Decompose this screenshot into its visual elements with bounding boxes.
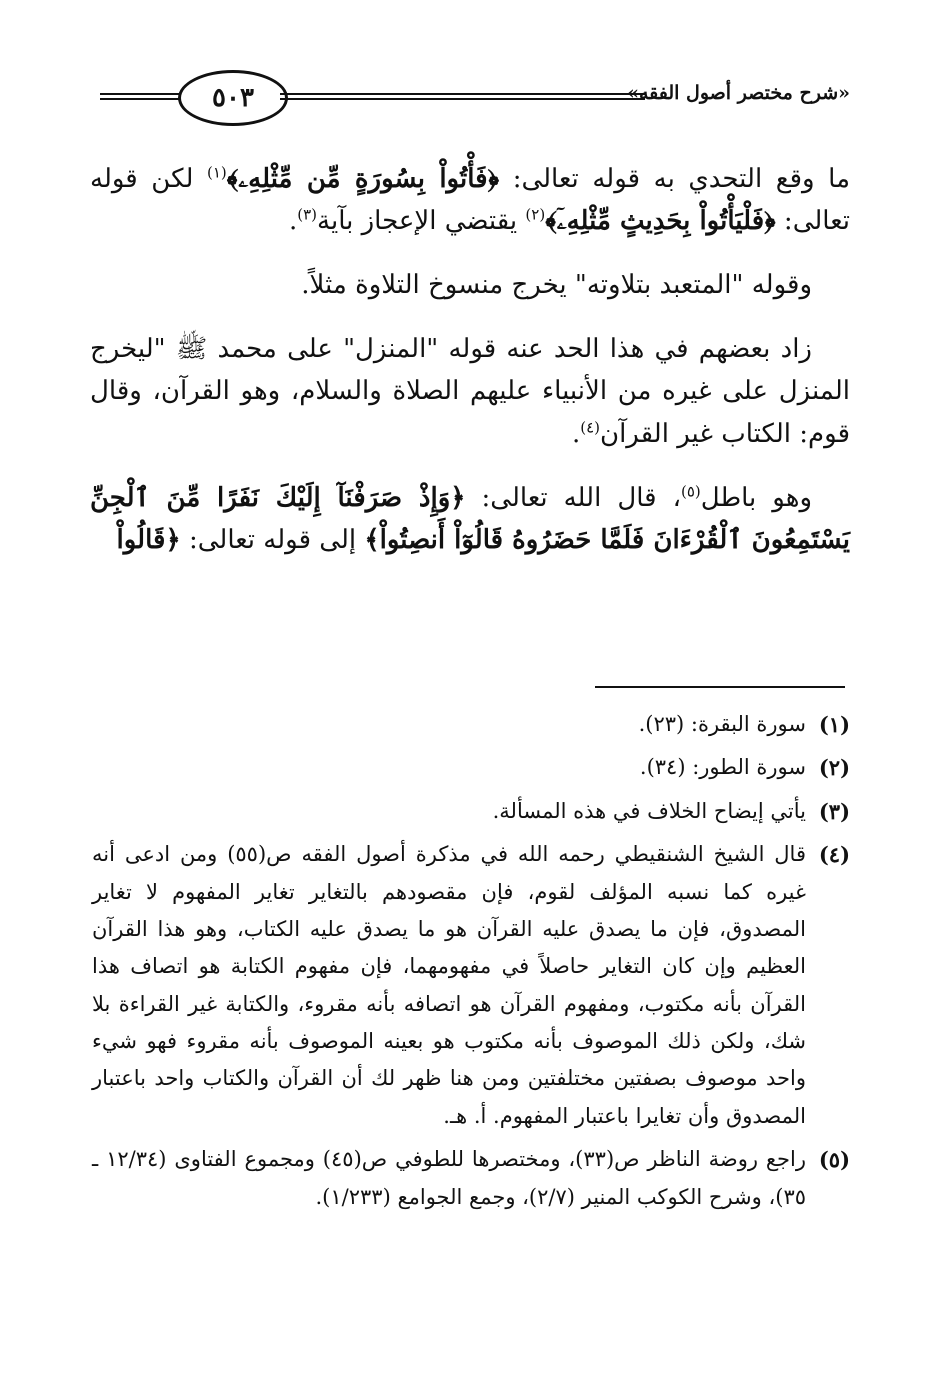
footnote-item — [92, 706, 850, 743]
footnote-separator — [595, 686, 845, 688]
text-run: . — [288, 206, 298, 237]
text-run: ، قال الله تعالى: — [465, 482, 681, 513]
text-run: إلى قوله تعالى: — [180, 524, 365, 555]
header-rule-right — [280, 93, 645, 100]
footnote-number: (١) — [818, 712, 850, 737]
paragraph-4 — [90, 477, 850, 561]
footnote-text: يأتي إيضاح الخلاف في هذه المسألة. — [492, 798, 806, 823]
running-title: «شرح مختصر أصول الفقه» — [627, 82, 850, 104]
quran-verse: ﴿قَالُواْ — [116, 524, 181, 555]
page-header — [100, 68, 850, 128]
footnote-ref: (٣) — [297, 205, 318, 224]
quran-verse: ﴿فَأْتُواْ بِسُورَةٍ مِّن مِّثْلِهِۦ﴾ — [226, 164, 500, 194]
text-run: . — [571, 418, 581, 449]
quran-verse: ﴿وَإِذْ صَرَفْنَآ إِلَيْكَ نَفَرًا مِّنَ ٱلْجِنِّ يَسْتَمِعُونَ ٱلْقُرْءَانَ فَلَمَّا حَضَرُوهُ قَالُوٓاْ أَنصِتُواْ﴾ — [90, 482, 850, 555]
main-text — [90, 158, 850, 583]
text-run: لكن قوله تعالى: — [90, 164, 850, 237]
footnote-ref: (١) — [206, 163, 227, 182]
paragraph-3 — [90, 328, 850, 454]
text-run: زاد بعضهم في هذا الحد عنه قوله "المنزل" على محمد ﷺ "ليخرج المنزل على غيره من الأنبياء عليهم الصلاة والسلام، وهو القرآن، وقال قوم: الكتاب غير القرآن — [90, 334, 850, 449]
footnote-text: سورة الطور: (٣٤). — [639, 755, 806, 780]
footnote-number: (٥) — [818, 1147, 850, 1173]
text-run: ما وقع التحدي به قوله تعالى: — [499, 164, 851, 194]
footnote-item — [92, 836, 850, 1135]
footnotes — [92, 706, 850, 1222]
footnote-number: (٢) — [818, 755, 850, 781]
page-number: ٥٠٣ — [178, 70, 288, 126]
text-run: يقتضي الإعجاز بآية — [317, 206, 526, 237]
paragraph-2: وقوله "المتعبد بتلاوته" يخرج منسوخ التلاوة مثلاً. — [301, 270, 812, 301]
text-run: وهو باطل — [700, 482, 813, 513]
footnote-ref: (٤) — [580, 417, 600, 436]
footnote-ref: (٥) — [680, 482, 701, 500]
quran-verse: ﴿فَلْيَأْتُواْ بِحَدِيثٍ مِّثْلِهِۦٓ﴾ — [545, 206, 776, 237]
footnote-number: (٣) — [818, 798, 850, 824]
footnote-number: (٤) — [818, 842, 850, 868]
footnote-item — [92, 749, 850, 786]
footnote-text: راجع روضة الناظر ص(٣٣)، ومختصرها للطوفي ص(٤٥) ومجموع الفتاوى (١٢/٣٤ ـ ٣٥)، وشرح الكوكب المنير (٢/٧)، وجمع الجوامع (١/٢٣٣). — [92, 1147, 807, 1209]
paragraph-1 — [90, 158, 850, 242]
footnote-text: سورة البقرة: (٢٣). — [638, 712, 806, 736]
footnote-ref: (٢) — [525, 205, 546, 224]
footnote-item — [92, 793, 850, 830]
header-rule-left — [100, 93, 180, 100]
footnote-item — [92, 1141, 850, 1216]
footnote-text: قال الشيخ الشنقيطي رحمه الله في مذكرة أصول الفقه ص(٥٥) ومن ادعى أنه غيره كما نسبه المؤلف لقوم، فإن مقصودهم بالتغاير تغاير المفهوم لا تغاير المصدوق، فإن ما يصدق عليه القرآن هو ما يصدق عليه الكتاب، وهو هذا القرآن العظيم وإن كان التغاير حاصلاً في مفهومهما، فإن مفهوم الكتابة هو اتصاف هذا القرآن بأنه مكتوب، ومفهوم القرآن هو اتصافه بأنه مقروء، والكتابة غير القراءة بلا شك، ولكن ذلك الموصوف بأنه مكتوب هو بعينه الموصوف بأنه مقروء فهو شيء واحد موصوف بصفتين مختلفتين ومن هنا ظهر لك أن القرآن والكتاب واحد باعتبار المصدوق وأن تغايرا باعتبار المفهوم. أ. هـ. — [92, 842, 806, 1128]
